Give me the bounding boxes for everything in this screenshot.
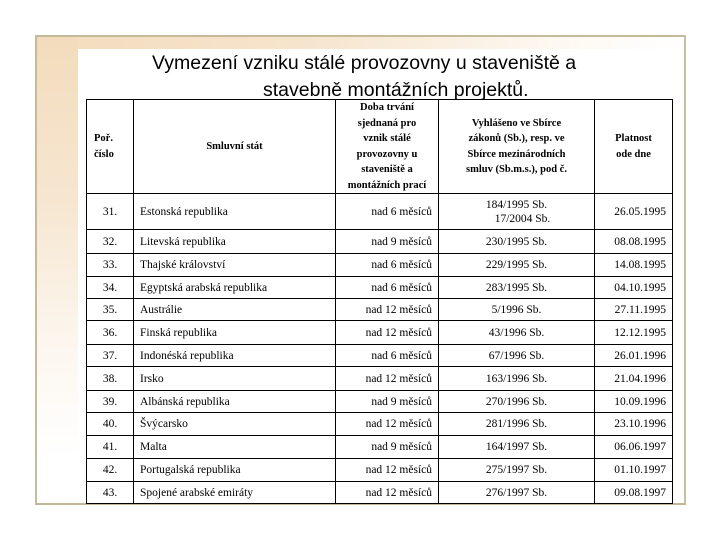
row-number: 34.	[87, 277, 134, 299]
treaty-table	[86, 99, 673, 504]
table-row	[87, 391, 673, 413]
decorative-left-band	[37, 37, 78, 503]
publication-ref	[439, 299, 595, 321]
row-number: 43.	[87, 482, 134, 504]
header-contracting-state: Smluvní stát	[134, 100, 336, 194]
table-row	[87, 367, 673, 391]
duration: nad 12 měsíců	[336, 459, 439, 482]
contracting-state: Spojené arabské emiráty	[134, 482, 336, 504]
row-number: 33.	[87, 254, 134, 277]
publication-ref-primary: 281/1996 Sb.	[485, 418, 548, 430]
publication-ref	[439, 459, 595, 482]
table-row	[87, 436, 673, 459]
publication-ref-primary: 164/1997 Sb.	[485, 441, 548, 453]
row-number: 32.	[87, 230, 134, 254]
table-row	[87, 321, 673, 345]
publication-ref-primary: 163/1996 Sb.	[485, 372, 548, 385]
table-row	[87, 482, 673, 504]
publication-ref-primary: 229/1995 Sb.	[485, 259, 548, 271]
duration: nad 9 měsíců	[336, 436, 439, 459]
publication-ref-primary: 5/1996 Sb.	[491, 303, 542, 316]
header-text: Poř.	[94, 133, 113, 144]
publication-ref	[439, 413, 595, 436]
header-text: provozovny u	[356, 148, 418, 160]
contracting-state: Litevská republika	[134, 230, 336, 254]
contracting-state: Irsko	[134, 367, 336, 391]
publication-ref	[439, 194, 595, 230]
publication-ref-secondary: 17/2004 Sb.	[494, 212, 551, 225]
contracting-state: Albánská republika	[134, 391, 336, 413]
valid-from-date: 01.10.1997	[595, 459, 673, 482]
row-number: 42.	[87, 459, 134, 482]
header-text: Vyhlášeno ve Sbírce	[471, 117, 562, 129]
valid-from-date: 06.06.1997	[595, 436, 673, 459]
duration: nad 9 měsíců	[336, 391, 439, 413]
contracting-state: Portugalská republika	[134, 459, 336, 482]
contracting-state: Thajské království	[134, 254, 336, 277]
duration: nad 12 měsíců	[336, 413, 439, 436]
table-row	[87, 194, 673, 230]
row-number: 36.	[87, 321, 134, 345]
valid-from-date: 27.11.1995	[595, 299, 673, 321]
row-number: 41.	[87, 436, 134, 459]
table-row	[87, 277, 673, 299]
header-text: montážních prací	[347, 179, 427, 191]
valid-from-date: 08.08.1995	[595, 230, 673, 254]
duration: nad 6 měsíců	[336, 254, 439, 277]
duration: nad 12 měsíců	[336, 299, 439, 321]
header-text: Platnost	[615, 133, 652, 144]
publication-ref-primary: 276/1997 Sb.	[485, 486, 548, 499]
publication-ref-primary: 230/1995 Sb.	[485, 235, 548, 248]
header-text: ode dne	[616, 148, 651, 160]
publication-ref	[439, 367, 595, 391]
header-text: číslo	[94, 148, 114, 160]
row-number: 37.	[87, 345, 134, 367]
contracting-state: Indonéská republika	[134, 345, 336, 367]
publication-ref-primary: 43/1996 Sb.	[488, 326, 545, 339]
valid-from-date: 26.01.1996	[595, 345, 673, 367]
row-number: 40.	[87, 413, 134, 436]
header-order-number	[87, 100, 134, 194]
valid-from-date: 09.08.1997	[595, 482, 673, 504]
duration: nad 9 měsíců	[336, 230, 439, 254]
publication-ref-primary: 275/1997 Sb.	[485, 464, 548, 476]
row-number: 35.	[87, 299, 134, 321]
header-publication	[439, 100, 595, 194]
contracting-state: Finská republika	[134, 321, 336, 345]
header-text: smluv (Sb.m.s.), pod č.	[466, 164, 567, 175]
header-row	[87, 100, 673, 194]
title-line-2: stavebně montážních projektů.	[263, 79, 529, 101]
header-text: Doba trvání	[360, 102, 414, 113]
duration: nad 6 měsíců	[336, 277, 439, 299]
row-number: 39.	[87, 391, 134, 413]
table-row	[87, 413, 673, 436]
table-body	[87, 194, 673, 504]
table-row	[87, 345, 673, 367]
duration: nad 12 měsíců	[336, 367, 439, 391]
duration: nad 6 měsíců	[336, 194, 439, 230]
valid-from-date: 23.10.1996	[595, 413, 673, 436]
valid-from-date: 12.12.1995	[595, 321, 673, 345]
decorative-top-band	[37, 37, 684, 49]
contracting-state: Egyptská arabská republika	[134, 277, 336, 299]
row-number: 31.	[87, 194, 134, 230]
header-text: sjednaná pro	[357, 117, 417, 129]
publication-ref	[439, 436, 595, 459]
table-row	[87, 299, 673, 321]
valid-from-date: 14.08.1995	[595, 254, 673, 277]
duration: nad 12 měsíců	[336, 482, 439, 504]
valid-from-date: 04.10.1995	[595, 277, 673, 299]
title-line-1: Vymezení vzniku stálé provozovny u staveniště a	[152, 52, 577, 74]
duration: nad 6 měsíců	[336, 345, 439, 367]
publication-ref	[439, 230, 595, 254]
header-duration	[336, 100, 439, 194]
valid-from-date: 21.04.1996	[595, 367, 673, 391]
publication-ref	[439, 277, 595, 299]
table-row	[87, 230, 673, 254]
publication-ref	[439, 321, 595, 345]
publication-ref	[439, 345, 595, 367]
header-text: Sbírce mezinárodních	[467, 148, 566, 160]
contracting-state: Estonská republika	[134, 194, 336, 230]
table-row	[87, 254, 673, 277]
valid-from-date: 10.09.1996	[595, 391, 673, 413]
contracting-state: Švýcarsko	[134, 413, 336, 436]
header-text: vznik stálé	[363, 133, 411, 144]
contracting-state: Malta	[134, 436, 336, 459]
header-valid-from	[595, 100, 673, 194]
valid-from-date: 26.05.1995	[595, 194, 673, 230]
publication-ref-primary: 270/1996 Sb.	[485, 395, 548, 408]
publication-ref	[439, 482, 595, 504]
publication-ref-primary: 67/1996 Sb.	[488, 349, 545, 362]
row-number: 38.	[87, 367, 134, 391]
duration: nad 12 měsíců	[336, 321, 439, 345]
publication-ref	[439, 254, 595, 277]
publication-ref	[439, 391, 595, 413]
publication-ref-primary: 283/1995 Sb.	[485, 281, 548, 294]
header-text: zákonů (Sb.), resp. ve	[468, 133, 565, 144]
publication-ref-primary: 184/1995 Sb.	[485, 198, 548, 211]
table-row	[87, 459, 673, 482]
header-text: staveniště a	[361, 164, 413, 175]
contracting-state: Austrálie	[134, 299, 336, 321]
